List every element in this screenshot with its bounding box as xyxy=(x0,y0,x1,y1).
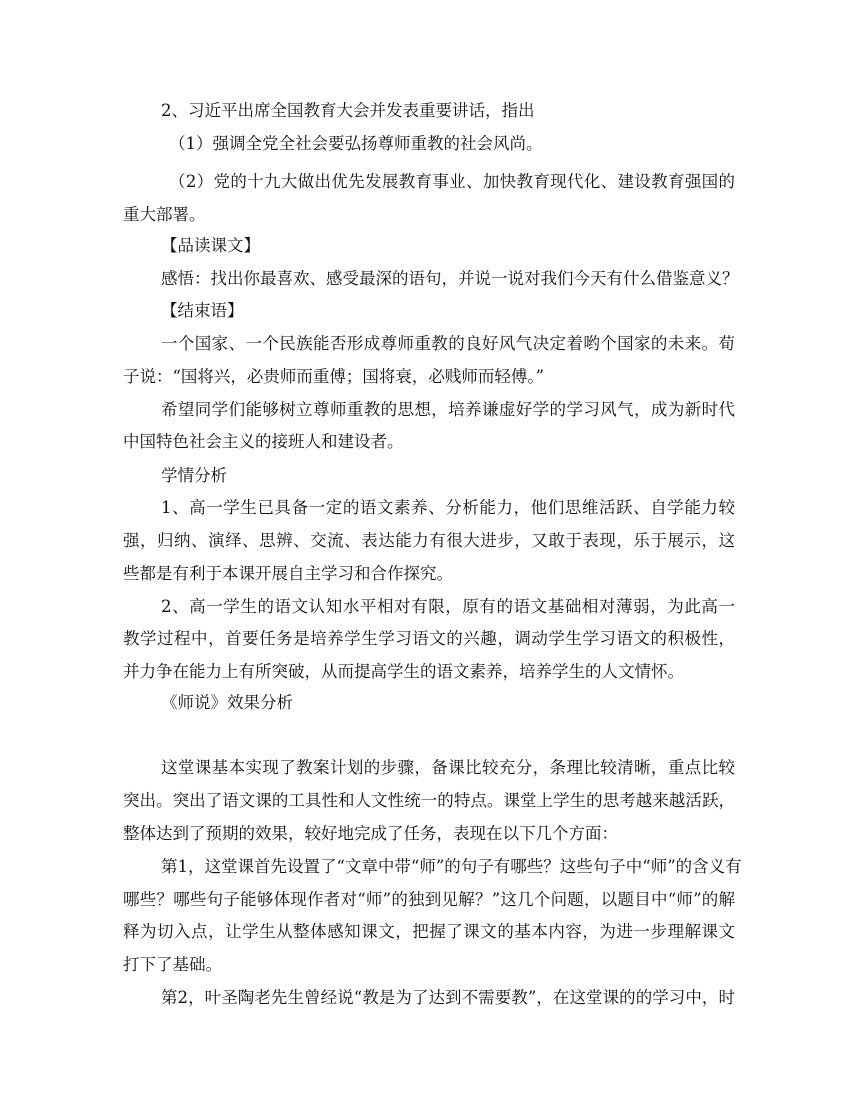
section-heading: 学情分析 xyxy=(161,466,227,485)
section-heading: 【结束语】 xyxy=(161,301,244,320)
text-line: 些都是有利于本课开展自主学习和合作探究。 xyxy=(123,564,453,583)
text-line: 重大部署。 xyxy=(123,205,206,224)
text-line: 中国特色社会主义的接班人和建设者。 xyxy=(123,432,404,451)
text-line: 并力争在能力上有所突破，从而提高学生的语文素养，培养学生的人文情怀。 xyxy=(123,662,684,681)
section-heading: 【品读课文】 xyxy=(161,236,260,255)
text-line: 释为切入点，让学生从整体感知课文，把握了课文的基本内容，为进一步理解课文 xyxy=(123,922,735,941)
text-line: 感悟：找出你最喜欢、感受最深的语句，并说一说对我们今天有什么借鉴意义？ xyxy=(161,269,739,288)
text-line: 强，归纳、演绎、思辨、交流、表达能力有很大进步，又敢于表现，乐于展示，这 xyxy=(123,531,735,550)
section-heading: 《师说》效果分析 xyxy=(161,693,293,712)
text-line: 第1，这堂课首先设置了“文章中带“师”的句子有哪些？这些句子中“师”的含义有 xyxy=(161,857,742,876)
text-line: 这堂课基本实现了教案计划的步骤，备课比较充分，条理比较清晰，重点比较 xyxy=(161,758,735,777)
text-line: 一个国家、一个民族能否形成尊师重教的良好风气决定着哟个国家的未来。荀 xyxy=(161,334,735,353)
text-line: 1、高一学生已具备一定的语文素养、分析能力，他们思维活跃、自学能力较 xyxy=(161,498,735,517)
text-line: 2、高一学生的语文认知水平相对有限，原有的语文基础相对薄弱，为此高一 xyxy=(161,597,735,616)
text-line: 整体达到了预期的效果，较好地完成了任务，表现在以下几个方面： xyxy=(123,824,618,843)
text-line: 哪些？哪些句子能够体现作者对“师”的独到见解？”这几个问题，以题目中“师”的解 xyxy=(123,890,735,909)
text-line: 第2，叶圣陶老先生曾经说“教是为了达到不需要教”，在这堂课的的学习中，时 xyxy=(161,988,735,1007)
text-line: （1）强调全党全社会要弘扬尊师重教的社会风尚。 xyxy=(169,134,543,153)
text-line: 突出。突出了语文课的工具性和人文性统一的特点。课堂上学生的思考越来越活跃， xyxy=(123,791,735,810)
text-line: 教学过程中，首要任务是培养学生学习语文的兴趣，调动学生学习语文的积极性， xyxy=(123,629,735,648)
text-line: 打下了基础。 xyxy=(123,955,222,974)
text-line: 子说：“国将兴，必贵师而重傅；国将衰，必贱师而轻傅。” xyxy=(123,367,545,386)
text-line: （2）党的十九大做出优先发展教育事业、加快教育现代化、建设教育强国的 xyxy=(169,172,735,191)
text-line: 希望同学们能够树立尊师重教的思想，培养谦虚好学的学习风气，成为新时代 xyxy=(161,400,735,419)
text-line: 2、习近平出席全国教育大会并发表重要讲话，指出 xyxy=(161,101,535,120)
